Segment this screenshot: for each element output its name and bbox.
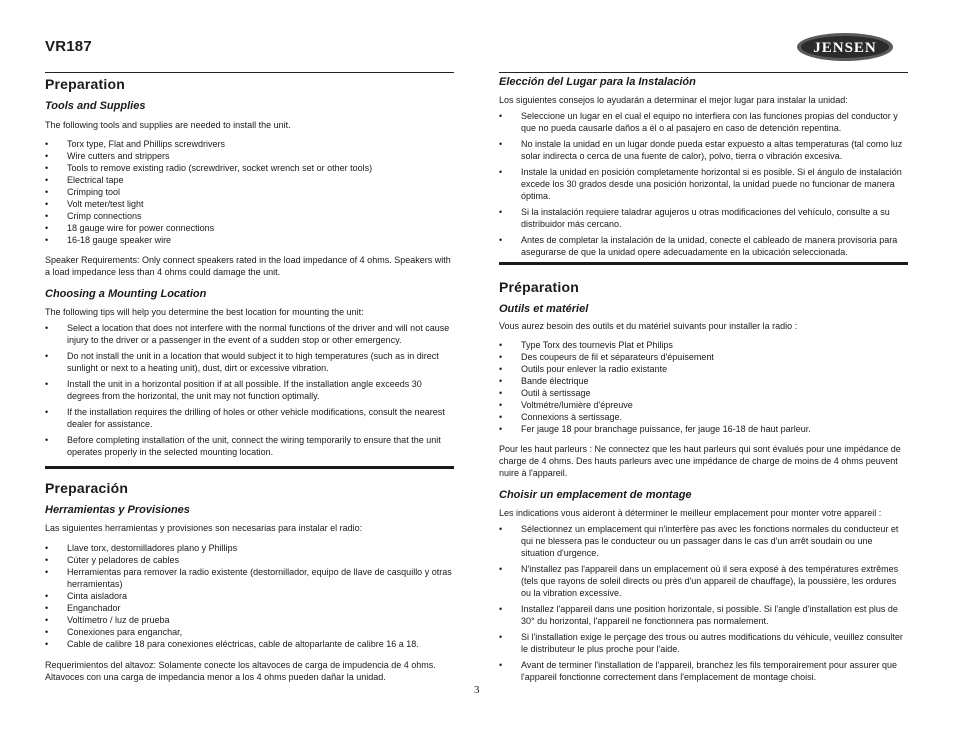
list-item: • Bande électrique	[499, 375, 908, 387]
model-number: VR187	[45, 38, 92, 55]
speaker-note-en: Speaker Requirements: Only connect speakers rated in the load impedance of 4 ohms. Speakers with a load impedance less than 4 ohms could damage the unit.	[45, 255, 451, 277]
list-item: • Outils pour enlever la radio existante	[499, 363, 908, 375]
location-intro-es: Los siguientes consejos lo ayudarán a determinar el mejor lugar para instalar la unidad:	[499, 95, 848, 105]
right-column	[499, 74, 908, 687]
list-item: • Des coupeurs de fil et séparateurs d'épuisement	[499, 351, 908, 363]
location-intro-fr: Les indications vous aideront à déterminer le meilleur emplacement pour monter votre appareil :	[499, 508, 882, 518]
page-number: 3	[474, 684, 480, 696]
tools-list-en	[45, 138, 454, 246]
list-item: • Si l'installation exige le perçage des trous ou autres modifications du véhicule, veuillez consulter le distributeur le plus proche pour l'aide.	[499, 631, 908, 655]
list-item: • Llave torx, destornilladores plano y Phillips	[45, 542, 454, 554]
list-item: • Cable de calibre 18 para conexiones eléctricas, cable de altoparlante de calibre 16 a 18.	[45, 638, 454, 650]
tools-heading-es: Herramientas y Provisiones	[45, 504, 190, 516]
list-item: • No instale la unidad en un lugar donde pueda estar expuesto a altas temperaturas (tal como luz solar indirecta o cerca de una fuente de calor), polvo, tierra o vibración excesiva.	[499, 138, 908, 162]
tools-intro-en: The following tools and supplies are needed to install the unit.	[45, 120, 291, 130]
list-item: • Electrical tape	[45, 174, 454, 186]
list-item: • N'installez pas l'appareil dans un emplacement où il sera exposé à des températures extrêmes (tels que rayons de soleil directs ou près d'un appareil de chauffage), la poussière, les ordures ou la vibration excessive.	[499, 563, 908, 599]
tips-list-es	[499, 110, 908, 258]
tips-list-en	[45, 322, 454, 458]
list-item: • Install the unit in a horizontal position if at all possible. If the installation angle exceeds 30 degrees from the horizontal, the unit may not function optimally.	[45, 378, 454, 402]
location-heading-fr: Choisir un emplacement de montage	[499, 489, 692, 501]
location-heading-en: Choosing a Mounting Location	[45, 288, 207, 300]
location-heading-es: Elección del Lugar para la Instalación	[499, 76, 696, 88]
list-item: • Voltmétre/lumière d'épreuve	[499, 399, 908, 411]
list-item: • Tools to remove existing radio (screwdriver, socket wrench set or other tools)	[45, 162, 454, 174]
list-item: • 18 gauge wire for power connections	[45, 222, 454, 234]
list-item: • Do not install the unit in a location that would subject it to high temperatures (such as in direct sunlight or next to a heating unit), dust, dirt or excessive vibration.	[45, 350, 454, 374]
left-column	[45, 74, 454, 683]
tips-list-fr	[499, 523, 908, 683]
tools-heading-en: Tools and Supplies	[45, 100, 146, 112]
section-title-en: Preparation	[45, 76, 125, 92]
list-item: • Conexiones para enganchar,	[45, 626, 454, 638]
list-item: • Wire cutters and strippers	[45, 150, 454, 162]
tools-intro-fr: Vous aurez besoin des outils et du matériel suivants pour installer la radio :	[499, 321, 798, 331]
list-item: • Si la instalación requiere taladrar agujeros u otras modificaciones del vehículo, consulte a su distribuidor más cercano.	[499, 206, 908, 230]
section-title-es: Preparación	[45, 480, 129, 496]
list-item: • Voltímetro / luz de prueba	[45, 614, 454, 626]
list-item: • Volt meter/test light	[45, 198, 454, 210]
list-item: • Cinta aisladora	[45, 590, 454, 602]
list-item: • If the installation requires the drilling of holes or other vehicle modifications, consult the nearest dealer for assistance.	[45, 406, 454, 430]
section-rule	[45, 466, 454, 469]
list-item: • Crimp connections	[45, 210, 454, 222]
section-title-fr: Préparation	[499, 279, 579, 295]
list-item: • Sélectionnez un emplacement qui n'interfère pas avec les fonctions normales du conducteur et qui ne blessera pas le conducteur ou un passager dans le cas d'un arrêt soudain ou une situation d'urgence.	[499, 523, 908, 559]
tools-list-fr	[499, 339, 908, 435]
list-item: • Torx type, Flat and Phillips screwdrivers	[45, 138, 454, 150]
jensen-logo	[796, 32, 894, 62]
list-item: • Antes de completar la instalación de la unidad, conecte el cableado de manera provisoria para asegurarse de que la unidad opere adecuadamente en la ubicación seleccionada.	[499, 234, 908, 258]
list-item: • Installez l'appareil dans une position horizontale, si possible. Si l'angle d'installation est plus de 30° du horizontal, l'appareil ne fonctionnera pas normalement.	[499, 603, 908, 627]
list-item: • Seleccione un lugar en el cual el equipo no interfiera con las funciones propias del conductor y que no pueda causarle daños a él o al pasajero en caso de detención repentina.	[499, 110, 908, 134]
tools-heading-fr: Outils et matériel	[499, 303, 589, 315]
svg-text:JENSEN: JENSEN	[813, 40, 877, 56]
location-intro-en: The following tips will help you determine the best location for mounting the unit:	[45, 307, 364, 317]
list-item: • Outil à sertissage	[499, 387, 908, 399]
list-item: • Type Torx des tournevis Plat et Philips	[499, 339, 908, 351]
list-item: • Crimping tool	[45, 186, 454, 198]
list-item: • Herramientas para remover la radio existente (destornillador, equipo de llave de casquillo y otras herramientas)	[45, 566, 454, 590]
header-rule-right	[499, 72, 908, 73]
header-rule-left	[45, 72, 454, 73]
list-item: • Connexions à sertissage.	[499, 411, 908, 423]
list-item: • 16-18 gauge speaker wire	[45, 234, 454, 246]
section-rule	[499, 262, 908, 265]
list-item: • Enganchador	[45, 602, 454, 614]
list-item: • Fer jauge 18 pour branchage puissance, fer jauge 16-18 de haut parleur.	[499, 423, 908, 435]
list-item: • Instale la unidad en posición completamente horizontal si es posible. Si el ángulo de instalación excede los 30 grados desde una posición horizontal, la unidad puede no funcionar de manera óptima.	[499, 166, 908, 202]
list-item: • Before completing installation of the unit, connect the wiring temporarily to ensure that the unit operates properly in the selected mounting location.	[45, 434, 454, 458]
list-item: • Select a location that does not interfere with the normal functions of the driver and will not cause injury to the driver or a passenger in the event of a sudden stop or other emergency.	[45, 322, 454, 346]
list-item: • Cúter y peladores de cables	[45, 554, 454, 566]
speaker-note-fr: Pour les haut parleurs : Ne connectez que les haut parleurs qui sont évalués pour une impédance de charge de 4 ohms. Des hauts parleurs avec une impédance de charge de moins de 4 ohms peuvent nuire à l'appareil.	[499, 444, 901, 478]
speaker-note-es: Requerimientos del altavoz: Solamente conecte los altavoces de carga de impudencia de 4 ohms. Altavoces con una carga de impedancia menor a los 4 ohms pueden dañar la unidad.	[45, 660, 436, 682]
list-item: • Avant de terminer l'installation de l'appareil, branchez les fils temporairement pour assurer que l'appareil fonctionne correctement dans l'emplacement de montage choisi.	[499, 659, 908, 683]
tools-list-es	[45, 542, 454, 650]
tools-intro-es: Las siguientes herramientas y provisiones son necesarias para instalar el radio:	[45, 523, 363, 533]
